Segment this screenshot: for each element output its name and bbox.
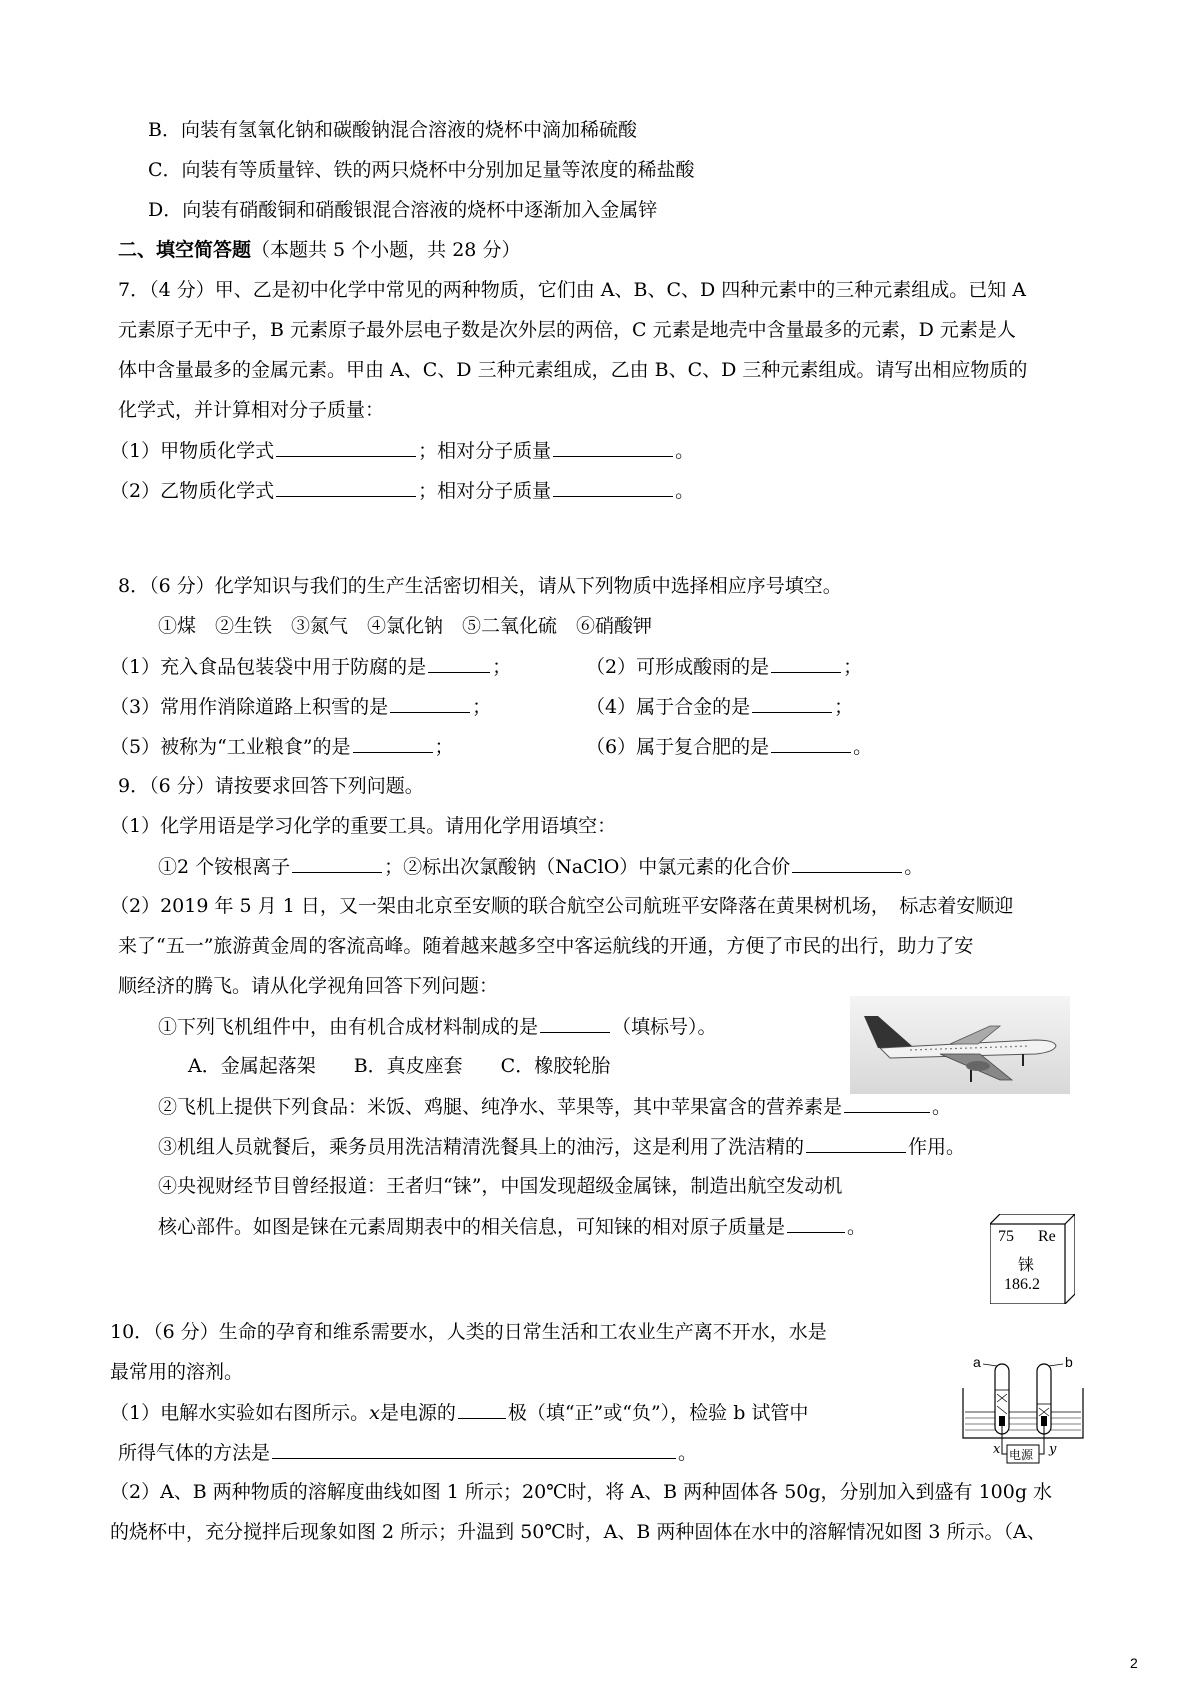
q8-line-1: 8．（6 分）化学知识与我们的生产生活密切相关，请从下列物质中选择相应序号填空。 [118, 575, 842, 597]
q7-sub-2-mass-label: ；相对分子质量 [418, 480, 552, 502]
q7-sub-1 [110, 436, 694, 465]
section-2-heading [118, 236, 520, 264]
q7-sub-2-end: 。 [675, 480, 695, 502]
q7-line-1: 7．（4 分）甲、乙是初中化学中常见的两种物质，它们由 A、B、C、D 四种元素中的三种元素组成。已知 A [118, 279, 1027, 301]
q10-sub-1-line-1 [110, 1398, 808, 1427]
q9-sub-2-item-3-label: ③机组人员就餐后，乘务员用洗洁精清洗餐具上的油污，这是利用了洗洁精的 [158, 1136, 805, 1158]
q9-sub-2-item-1 [158, 1012, 717, 1041]
q9-sub-2-item-1-label: ①下列飞机组件中，由有机合成材料制成的是 [158, 1016, 539, 1038]
q10-sub-1-end: 极（填“正”或“负”），检验 b 试管中 [507, 1402, 809, 1424]
q8-sub-1 [110, 652, 511, 681]
q10-sub-1-label: （1）电解水实验如右图所示。 [110, 1402, 370, 1424]
q9-sub-1b-label: ；②标出次氯酸钠（NaClO）中氯元素的化合价 [384, 856, 791, 878]
q9-sub-2-line-2: 来了“五一”旅游黄金周的客流高峰。随着越来越多空中客运航线的开通，方便了市民的出行，助力了安 [118, 935, 974, 957]
q8-sub-3 [110, 692, 491, 721]
q6-option-d: D．向装有硝酸铜和硝酸银混合溶液的烧杯中逐渐加入金属锌 [148, 199, 658, 221]
q8-blank-4[interactable] [752, 692, 832, 713]
q10-sub-1-line-2 [118, 1438, 697, 1467]
q7-sub-1-mass-label: ；相对分子质量 [418, 440, 552, 462]
q9-valence-blank[interactable] [792, 852, 902, 873]
q9-sub-1: （1）化学用语是学习化学的重要工具。请用化学用语填空： [110, 815, 617, 837]
q9-atomic-mass-blank[interactable] [787, 1212, 845, 1233]
q8-sub-2-end: ； [843, 656, 863, 678]
q9-sub-2-item-2-label: ②飞机上提供下列食品：米饭、鸡腿、纯净水、苹果等，其中苹果富含的营养素是 [158, 1096, 843, 1118]
q9-line-1: 9．（6 分）请按要求回答下列问题。 [118, 775, 424, 797]
q7-line-2: 元素原子无中子，B 元素原子最外层电子数是次外层的两倍，C 元素是地壳中含量最多的元素，D 元素是人 [118, 319, 1016, 341]
q8-options: ①煤 ②生铁 ③氮气 ④氯化钠 ⑤二氧化硫 ⑥硝酸钾 [158, 615, 653, 637]
q9-sub-2-item-4-line-2 [158, 1212, 866, 1241]
q7-sub-2-label: （2）乙物质化学式 [110, 480, 275, 502]
page-number: 2 [1130, 1655, 1138, 1671]
q10-sub-1-mid: 是电源的 [379, 1402, 456, 1424]
q8-blank-3[interactable] [390, 692, 470, 713]
q9-sub-2-line-3: 顺经济的腾飞。请从化学视角回答下列问题： [118, 975, 499, 997]
q9-sub-2-item-4-end: 。 [847, 1216, 867, 1238]
q7-line-4: 化学式，并计算相对分子质量： [118, 399, 385, 421]
q9-sub-2-item-2-end: 。 [932, 1096, 952, 1118]
q9-sub-2-item-3-end: 作用。 [908, 1136, 966, 1158]
q8-sub-4-label: （4）属于合金的是 [586, 696, 751, 718]
element-atomic-number: 75 [998, 1228, 1014, 1245]
q8-sub-2 [586, 652, 862, 681]
q8-sub-5 [110, 732, 454, 761]
label-y: y [1049, 1442, 1057, 1457]
q9-sub-2-item-2 [158, 1092, 951, 1121]
q8-blank-5[interactable] [353, 732, 433, 753]
q8-sub-1-label: （1）充入食品包装袋中用于防腐的是 [110, 656, 427, 678]
q10-sub-2-line-2: 的烧杯中，充分搅拌后现象如图 2 所示；升温到 50℃时，A、B 两种固体在水中的溶解情况如图 3 所示。（A、 [110, 1521, 1046, 1543]
power-source-label: 电源 [1009, 1448, 1034, 1462]
q6-option-c: C．向装有等质量锌、铁的两只烧杯中分别加足量等浓度的稀盐酸 [148, 159, 695, 181]
element-mass: 186.2 [1004, 1276, 1040, 1293]
q8-sub-4-end: ； [834, 696, 854, 718]
q10-method-label: 所得气体的方法是 [118, 1442, 271, 1464]
q8-sub-6 [586, 732, 872, 761]
q8-sub-5-end: ； [434, 736, 454, 758]
q7-line-3: 体中含量最多的金属元素。甲由 A、C、D 三种元素组成，乙由 B、C、D 三种元素组成。请写出相应物质的 [118, 359, 1028, 381]
q10-electrode-blank[interactable] [458, 1398, 506, 1419]
q9-sub-2-item-4-label: 核心部件。如图是铼在元素周期表中的相关信息，可知铼的相对原子质量是 [158, 1216, 786, 1238]
q10-line-2: 最常用的溶剂。 [110, 1361, 244, 1383]
q9-detergent-blank[interactable] [806, 1132, 906, 1153]
section-2-note: （本题共 5 个小题，共 28 分） [251, 239, 521, 261]
q10-method-end: 。 [678, 1442, 698, 1464]
airplane-image [850, 996, 1070, 1094]
q8-sub-6-end: 。 [853, 736, 873, 758]
section-2-title: 二、填空简答题 [118, 239, 252, 261]
q8-blank-6[interactable] [771, 732, 851, 753]
q7-sub-1-label: （1）甲物质化学式 [110, 440, 275, 462]
q9-sub-1-end: 。 [904, 856, 924, 878]
element-symbol: Re [1038, 1228, 1056, 1245]
q10-line-1: 10．（6 分）生命的孕育和维系需要水，人类的日常生活和工农业生产离不开水，水是 [110, 1321, 827, 1343]
q8-sub-4 [586, 692, 853, 721]
q7-sub-2 [110, 476, 694, 505]
q7-mass-blank-1[interactable] [553, 436, 673, 457]
q8-sub-1-end: ； [492, 656, 512, 678]
q6-option-b: B．向装有氢氧化钠和碳酸钠混合溶液的烧杯中滴加稀硫酸 [148, 119, 637, 141]
q8-sub-5-label: （5）被称为“工业粮食”的是 [110, 736, 351, 758]
q10-x-var: x [369, 1402, 380, 1424]
q8-blank-2[interactable] [771, 652, 841, 673]
q8-sub-3-end: ； [472, 696, 492, 718]
q10-sub-2-line-1: （2）A、B 两种物质的溶解度曲线如图 1 所示；20℃时，将 A、B 两种固体各 50g，分别加入到盛有 100g 水 [110, 1481, 1053, 1503]
q9-sub-2-item-1-end: （填标号）。 [612, 1016, 717, 1038]
label-b: b [1065, 1354, 1073, 1370]
q8-sub-3-label: （3）常用作消除道路上积雪的是 [110, 696, 389, 718]
q9-sub-2-options: A．金属起落架 B．真皮座套 C．橡胶轮胎 [188, 1055, 611, 1077]
q10-method-blank[interactable] [272, 1438, 676, 1459]
q9-ammonium-blank[interactable] [292, 852, 382, 873]
element-name: 铼 [1018, 1255, 1035, 1274]
q7-mass-blank-2[interactable] [553, 476, 673, 497]
electrolysis-diagram [953, 1354, 1093, 1469]
label-x: x [993, 1442, 1001, 1457]
q9-material-blank[interactable] [540, 1012, 610, 1033]
q9-sub-2-line-1: （2）2019 年 5 月 1 日，又一架由北京至安顺的联合航空公司航班平安降落在黄果树机场， 标志着安顺迎 [110, 895, 1014, 917]
q9-sub-2-item-4-line-1: ④央视财经节目曾经报道：王者归“铼”，中国发现超级金属铼，制造出航空发动机 [158, 1175, 843, 1197]
rhenium-element-card [990, 1214, 1075, 1304]
q8-blank-1[interactable] [428, 652, 490, 673]
q9-sub-1a-label: ①2 个铵根离子 [158, 856, 291, 878]
q8-sub-6-label: （6）属于复合肥的是 [586, 736, 770, 758]
q7-formula-blank-1[interactable] [276, 436, 416, 457]
label-a: a [973, 1354, 981, 1370]
q8-sub-2-label: （2）可形成酸雨的是 [586, 656, 770, 678]
q9-sub-2-item-3 [158, 1132, 965, 1161]
q7-sub-1-end: 。 [675, 440, 695, 462]
q9-sub-1-items [158, 852, 923, 881]
q7-formula-blank-2[interactable] [276, 476, 416, 497]
q9-nutrient-blank[interactable] [844, 1092, 930, 1113]
